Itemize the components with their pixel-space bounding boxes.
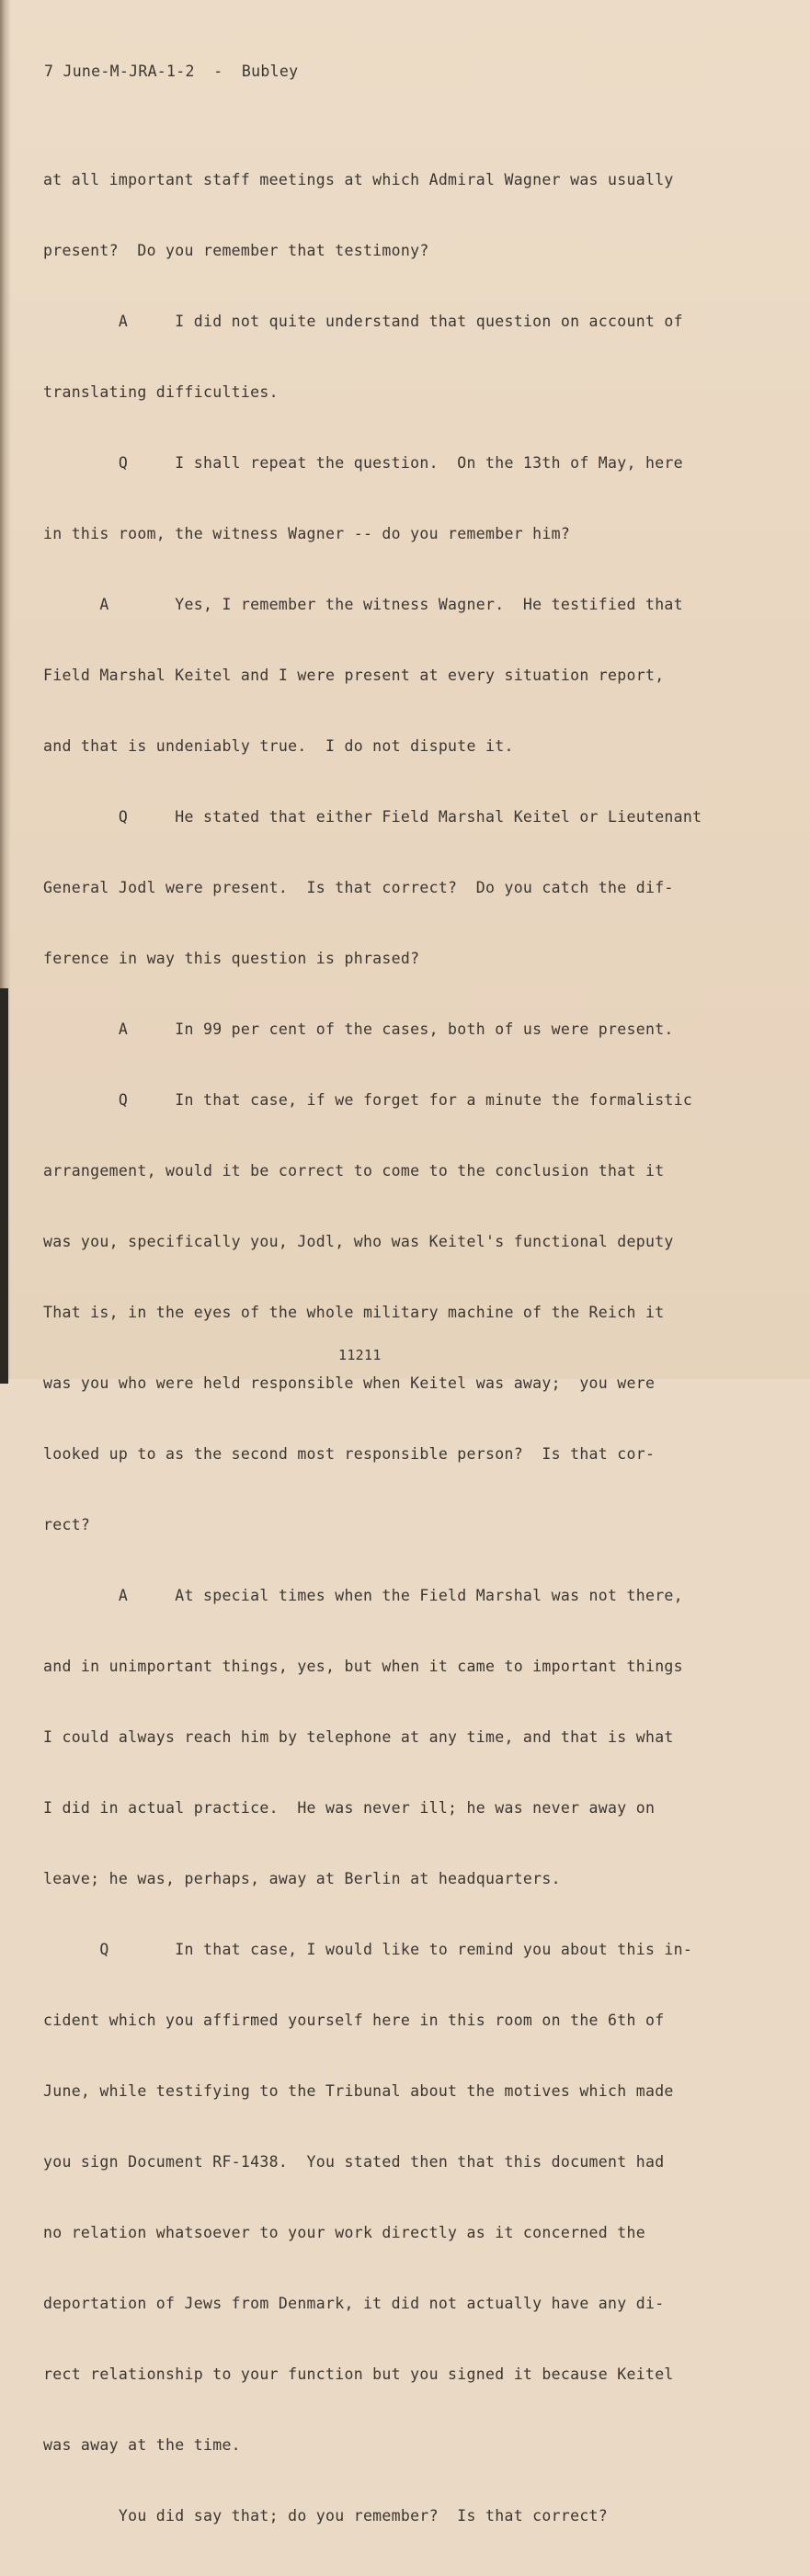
transcript-line: in this room, the witness Wagner -- do you remember him?	[43, 525, 571, 542]
transcript-line: was you who were held responsible when Keitel was away; you were	[43, 1374, 656, 1392]
transcript-line: Q In that case, I would like to remind you about this in-	[43, 1941, 693, 1958]
transcript-line: cident which you affirmed yourself here in this room on the 6th of	[43, 2012, 665, 2029]
transcript-line: arrangement, would it be correct to come to the conclusion that it	[43, 1162, 665, 1180]
transcript-line: at all important staff meetings at which Admiral Wagner was usually	[43, 171, 674, 188]
transcript-line: Field Marshal Keitel and I were present at every situation report,	[43, 667, 665, 684]
transcript-line: I did in actual practice. He was never ill; he was never away on	[43, 1799, 656, 1817]
transcript-line: rect relationship to your function but you signed it because Keitel	[43, 2365, 674, 2383]
transcript-line: That is, in the eyes of the whole military machine of the Reich it	[43, 1304, 665, 1321]
transcript-line: A In 99 per cent of the cases, both of us were present.	[43, 1020, 674, 1038]
transcript-line: deportation of Jews from Denmark, it did not actually have any di-	[43, 2295, 665, 2312]
page-number: 11211	[338, 1347, 382, 1363]
transcript-line: Q In that case, if we forget for a minute the formalistic	[43, 1091, 693, 1109]
transcript-line: and that is undeniably true. I do not dispute it.	[43, 737, 514, 755]
transcript-line: was away at the time.	[43, 2436, 241, 2454]
transcript-line: Q He stated that either Field Marshal Keitel or Lieutenant	[43, 808, 702, 826]
transcript-body	[43, 134, 770, 2576]
page-header: 7 June-M-JRA-1-2 - Bubley	[44, 63, 299, 80]
transcript-line: Q I shall repeat the question. On the 13th of May, here	[43, 454, 683, 472]
transcript-line: present? Do you remember that testimony?	[43, 242, 429, 259]
transcript-line: A I did not quite understand that question on account of	[43, 313, 683, 330]
transcript-line: June, while testifying to the Tribunal about the motives which made	[43, 2082, 674, 2100]
binding-mark	[0, 988, 8, 1384]
transcript-line: A At special times when the Field Marshal was not there,	[43, 1587, 683, 1604]
transcript-line: and in unimportant things, yes, but when it came to important things	[43, 1658, 683, 1675]
transcript-line: translating difficulties.	[43, 383, 279, 401]
transcript-line: you sign Document RF-1438. You stated then that this document had	[43, 2153, 665, 2171]
transcript-line: looked up to as the second most responsible person? Is that cor-	[43, 1445, 656, 1463]
transcript-line: ference in way this question is phrased?	[43, 950, 420, 967]
transcript-line: You did say that; do you remember? Is that correct?	[43, 2507, 609, 2525]
transcript-line: leave; he was, perhaps, away at Berlin at headquarters.	[43, 1870, 561, 1887]
transcript-line: General Jodl were present. Is that correct? Do you catch the dif-	[43, 879, 674, 896]
transcript-line: no relation whatsoever to your work directly as it concerned the	[43, 2224, 645, 2241]
transcript-line: was you, specifically you, Jodl, who was Keitel's functional deputy	[43, 1233, 674, 1250]
transcript-line: A Yes, I remember the witness Wagner. He testified that	[43, 596, 683, 613]
transcript-line: rect?	[43, 1516, 91, 1533]
transcript-line: I could always reach him by telephone at any time, and that is what	[43, 1728, 674, 1746]
